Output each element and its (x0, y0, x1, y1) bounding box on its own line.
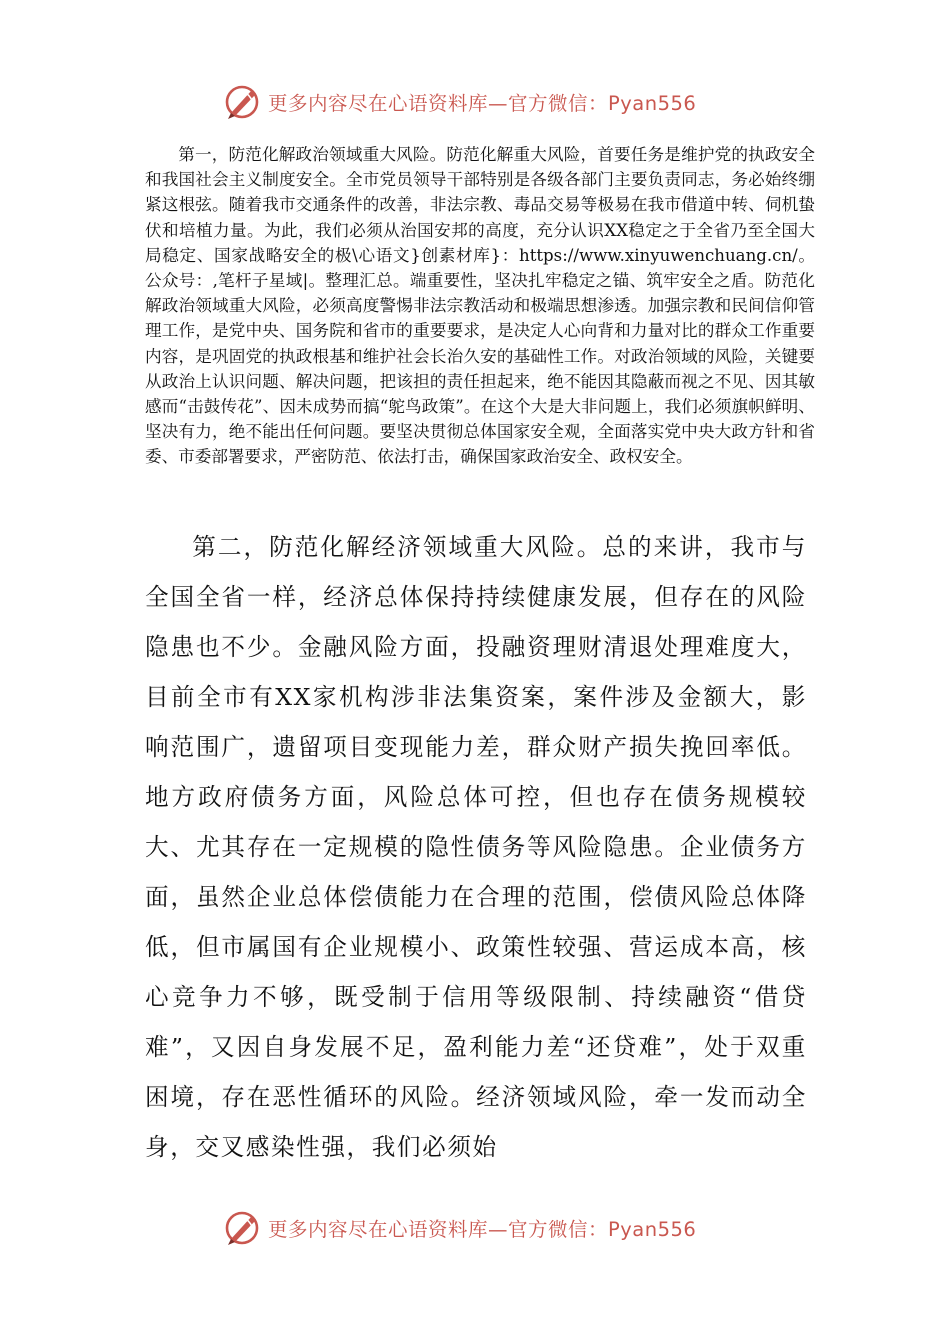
watermark-footer (222, 1206, 742, 1250)
pen-circle-logo-icon (222, 1208, 262, 1248)
watermark-text: 更多内容尽在心语资料库—官方微信：Pyan556 (268, 92, 697, 115)
body-paragraph-political-risk: 第一，防范化解政治领域重大风险。防范化解重大风险，首要任务是维护党的执政安全和我国社会主义制度安全。全市党员领导干部特别是各级各部门主要负责同志，务必始终绷紧这根弦。随着我市交通条件的改善，非法宗教、毒品交易等极易在我市借道中转、伺机蛰伏和培植力量。为此，我们必须从治国安邦的高度，充分认识XX稳定之于全省乃至全国大局稳定、国家战略安全的极\心语文}创素材库}：https://www.xinyuwenchuang.cn/。公众号：,笔杆子星域|。整理汇总。端重要性，坚决扎牢稳定之锚、筑牢安全之盾。防范化解政治领域重大风险，必须高度警惕非法宗教活动和极端思想渗透。加强宗教和民间信仰管理工作，是党中央、国务院和省市的重要要求，是决定人心向背和力量对比的群众工作重要内容，是巩固党的执政根基和维护社会长治久安的基础性工作。对政治领域的风险，关键要从政治上认识问题、解决问题，把该担的责任担起来，绝不能因其隐蔽而视之不见、因其敏感而“击鼓传花”、因未成势而搞“鸵鸟政策”。在这个大是大非问题上，我们必须旗帜鲜明、坚决有力，绝不能出任何问题。要坚决贯彻总体国家安全观，全面落实党中央大政方针和省委、市委部署要求，严密防范、依法打击，确保国家政治安全、政权安全。 (145, 145, 815, 467)
body-paragraph-economic-risk: 第二，防范化解经济领域重大风险。总的来讲，我市与全国全省一样，经济总体保持持续健康发展，但存在的风险隐患也不少。金融风险方面，投融资理财清退处理难度大，目前全市有XX家机构涉非法集资案，案件涉及金额大，影响范围广，遗留项目变现能力差，群众财产损失挽回率低。地方政府债务方面，风险总体可控，但也存在债务规模较大、尤其存在一定规模的隐性债务等风险隐患。企业债务方面，虽然企业总体偿债能力在合理的范围，偿债风险总体降低，但市属国有企业规模小、政策性较强、营运成本高，核心竞争力不够，既受制于信用等级限制、持续融资“借贷难”，又因自身发展不足，盈利能力差“还贷难”，处于双重困境，存在恶性循环的风险。经济领域风险，牵一发而动全身，交叉感染性强，我们必须始 (145, 533, 807, 1161)
watermark-header (222, 80, 742, 124)
pen-circle-logo-icon (222, 82, 262, 122)
watermark-text: 更多内容尽在心语资料库—官方微信：Pyan556 (268, 1218, 697, 1241)
